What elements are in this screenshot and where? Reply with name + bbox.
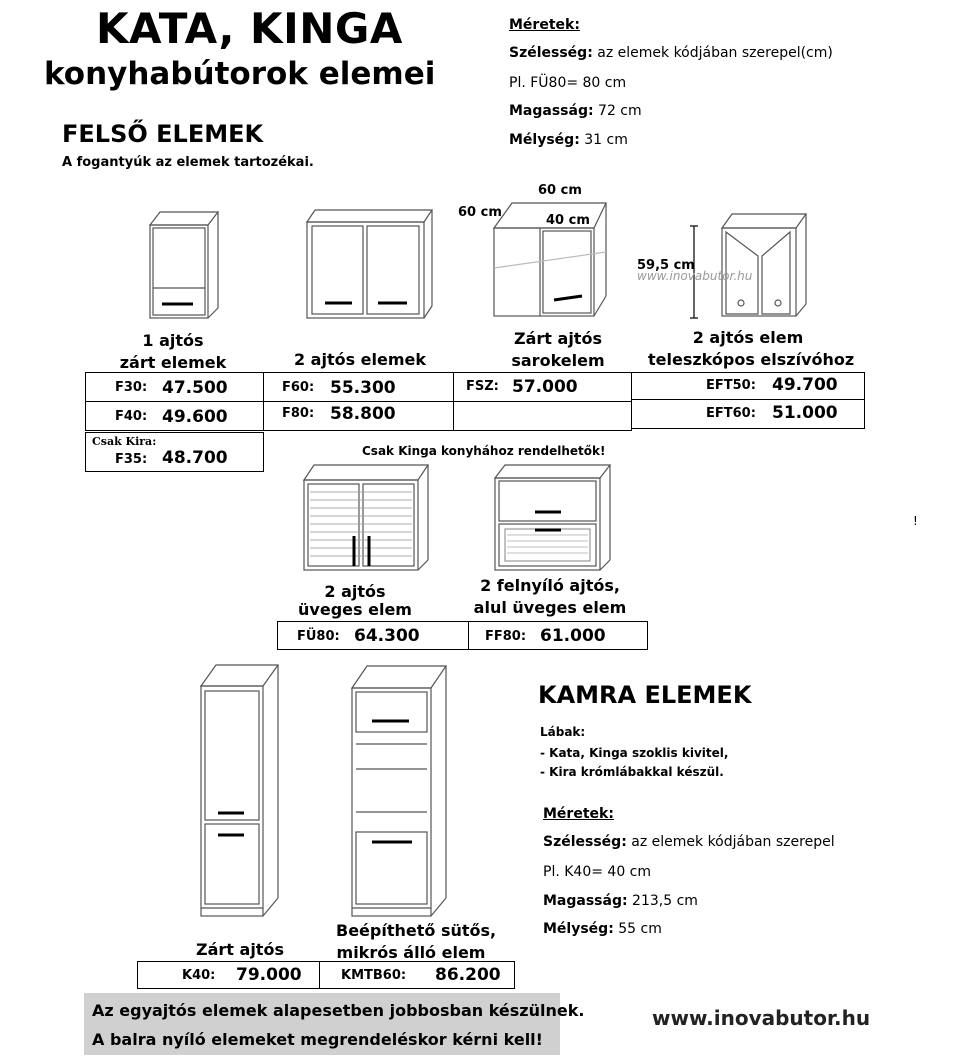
cabinet-liftup-drawing: [495, 465, 610, 570]
price-value: 49.600: [162, 407, 228, 427]
legs-heading: Lábak:: [540, 725, 586, 739]
pantry-closed-drawing: [201, 665, 278, 916]
corner-depth-dim: 40 cm: [546, 213, 590, 228]
price-value: 48.700: [162, 448, 228, 468]
corner-depth-left-dim: 60 cm: [458, 205, 502, 220]
price-code: FÜ80:: [297, 629, 340, 644]
cabinet-hood-drawing: [690, 214, 806, 318]
pantry-spec-width: Szélesség: az elemek kódjában szerepel: [543, 834, 835, 850]
price-value: 55.300: [330, 378, 396, 398]
cabinet-glass-drawing: [304, 465, 428, 570]
cabinet-1door-drawing: [150, 212, 218, 318]
price-value: 64.300: [354, 626, 420, 646]
caption-hood: 2 ajtós elem teleszkópos elszívóhoz: [648, 328, 855, 369]
footer-note: Az egyajtós elemek alapesetben jobbosban készülnek. A balra nyíló elemeket megrendeléskor kérni kell!: [84, 993, 560, 1055]
watermark: www.inovabutor.hu: [637, 269, 753, 283]
website-link[interactable]: www.inovabutor.hu: [652, 1006, 871, 1030]
caption-pantry-closed: Zárt ajtós: [196, 940, 284, 959]
price-code: F40:: [115, 409, 148, 424]
pantry-oven-drawing: [352, 666, 446, 916]
price-value: 51.000: [772, 403, 838, 423]
hood-height-dim: 59,5 cm: [637, 258, 695, 273]
price-code: EFT50:: [706, 378, 756, 393]
price-value: 86.200: [435, 965, 501, 985]
spec-width: Szélesség: az elemek kódjában szerepel(cm): [509, 45, 833, 61]
price-code: F35:: [115, 452, 148, 467]
price-code: K40:: [182, 968, 216, 983]
caption-2door: 2 ajtós elemek: [293, 350, 427, 369]
pantry-spec-example: Pl. K40= 40 cm: [543, 864, 652, 880]
caption-glass: 2 ajtós üveges elem: [298, 582, 412, 619]
stray-mark: !: [913, 514, 918, 528]
caption-corner: Zárt ajtós sarokelem: [511, 329, 605, 370]
price-value: 49.700: [772, 375, 838, 395]
page-subtitle: konyhabútorok elemei: [44, 56, 436, 92]
upper-heading: FELSŐ ELEMEK: [62, 120, 264, 148]
spec-depth: Mélység: 31 cm: [509, 132, 628, 148]
caption-pantry-oven: Beépíthető sütős, mikrós álló elem: [336, 921, 497, 962]
price-code: F30:: [115, 380, 148, 395]
upper-note: A fogantyúk az elemek tartozékai.: [62, 155, 314, 170]
kinga-only-heading: Csak Kinga konyhához rendelhetők!: [362, 444, 606, 458]
price-value: 57.000: [512, 377, 578, 397]
corner-width-dim: 60 cm: [538, 183, 582, 198]
caption-1door: 1 ajtós zárt elemek: [119, 331, 227, 372]
spec-example: Pl. FÜ80= 80 cm: [509, 75, 627, 91]
pantry-heading: KAMRA ELEMEK: [538, 681, 752, 709]
kira-label: Csak Kira:: [92, 435, 157, 448]
price-value: 58.800: [330, 404, 396, 424]
price-code: KMTB60:: [341, 968, 407, 983]
price-code: FF80:: [485, 629, 527, 644]
legs-line-2: - Kira krómlábakkal készül.: [540, 765, 724, 779]
pantry-specs-heading: Méretek:: [543, 806, 614, 822]
price-code: FSZ:: [466, 379, 499, 394]
legs-line-1: - Kata, Kinga szoklis kivitel,: [540, 746, 729, 760]
price-value: 79.000: [236, 965, 302, 985]
pantry-spec-height: Magasság: 213,5 cm: [543, 893, 698, 909]
specs-heading: Méretek:: [509, 17, 580, 33]
pantry-spec-depth: Mélység: 55 cm: [543, 921, 662, 937]
page-title: KATA, KINGA: [96, 4, 403, 53]
spec-height: Magasság: 72 cm: [509, 103, 642, 119]
price-value: 61.000: [540, 626, 606, 646]
price-value: 47.500: [162, 378, 228, 398]
price-code: F80:: [282, 406, 315, 421]
price-code: EFT60:: [706, 406, 756, 421]
price-code: F60:: [282, 380, 315, 395]
caption-liftup: 2 felnyíló ajtós, alul üveges elem: [473, 576, 627, 617]
cabinet-2door-drawing: [307, 210, 432, 318]
